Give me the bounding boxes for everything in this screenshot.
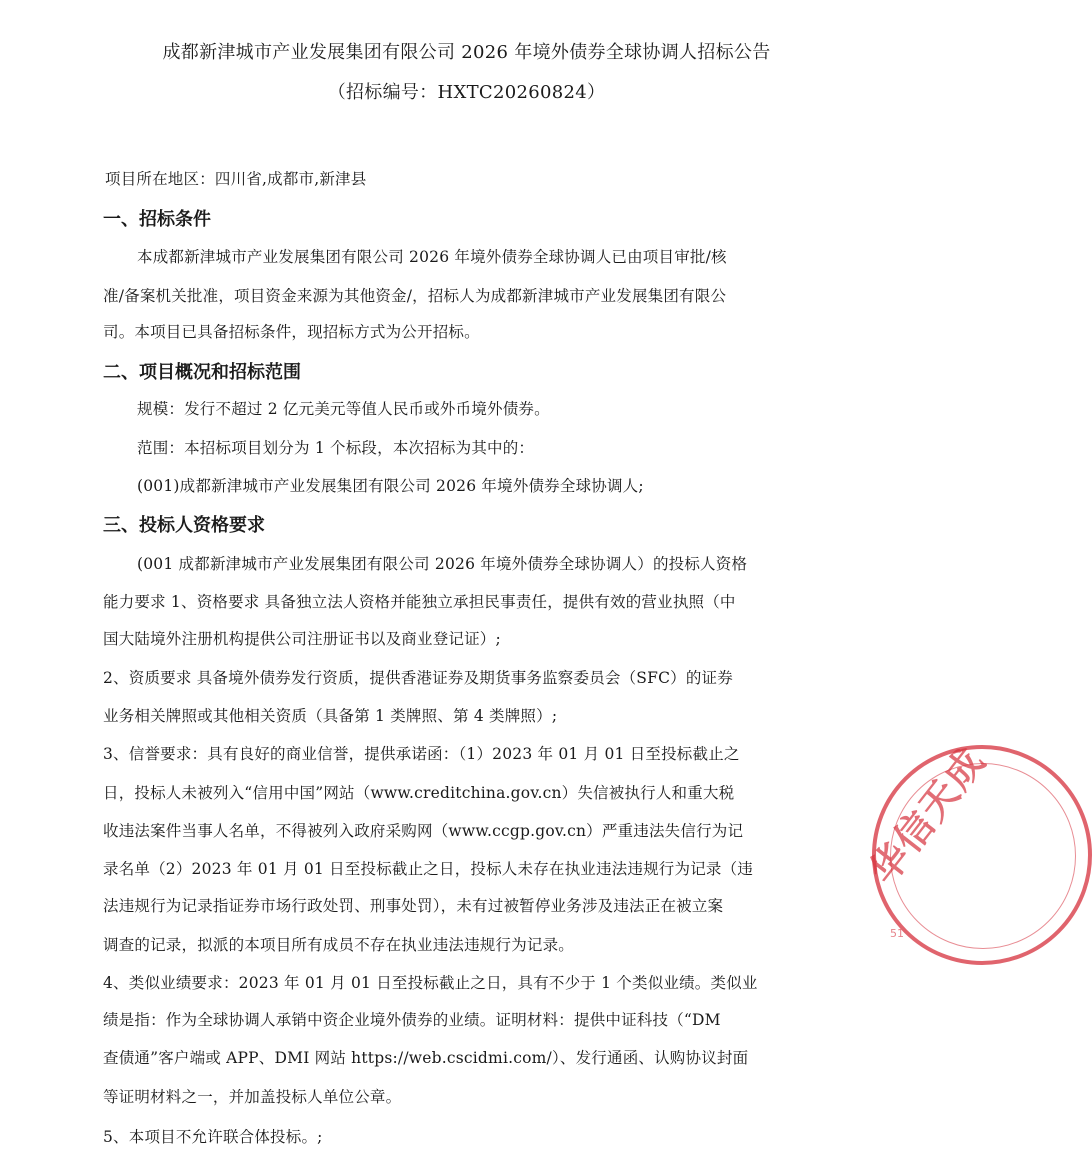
paragraph-line: 绩是指：作为全球协调人承销中资企业境外债券的业绩。证明材料：提供中证科技（“DM (103, 1011, 721, 1029)
paragraph-line: 国大陆境外注册机构提供公司注册证书以及商业登记证）; (103, 630, 501, 648)
paragraph-line: 日，投标人未被列入“信用中国”网站（www.creditchina.gov.cn）失信被执行人和重大税 (103, 784, 735, 802)
paragraph-line: 4、类似业绩要求：2023 年 01 月 01 日至投标截止之日，具有不少于 1 个类似业绩。类似业 (103, 974, 758, 992)
paragraph-line: 等证明材料之一，并加盖投标人单位公章。 (103, 1088, 402, 1106)
section-heading-2: 二、项目概况和招标范围 (103, 362, 301, 383)
paragraph-line: 收违法案件当事人名单，不得被列入政府采购网（www.ccgp.gov.cn）严重违法失信行为记 (103, 822, 744, 840)
paragraph-line: 规模：发行不超过 2 亿元美元等值人民币或外币境外债券。 (137, 400, 550, 418)
paragraph-line: 调查的记录，拟派的本项目所有成员不存在执业违法违规行为记录。 (103, 936, 575, 954)
paragraph-line: (001)成都新津城市产业发展集团有限公司 2026 年境外债券全球协调人; (137, 477, 644, 495)
paragraph-line: 5、本项目不允许联合体投标。; (103, 1128, 323, 1146)
paragraph-line: 法违规行为记录指证券市场行政处罚、刑事处罚），未有过被暂停业务涉及违法正在被立案 (103, 897, 724, 915)
paragraph-line: 2、资质要求 具备境外债券发行资质，提供香港证券及期货事务监察委员会（SFC）的证券 (103, 669, 733, 687)
paragraph-line: 能力要求 1、资格要求 具备独立法人资格并能独立承担民事责任，提供有效的营业执照（中 (103, 593, 736, 611)
document-title: 成都新津城市产业发展集团有限公司 2026 年境外债券全球协调人招标公告 (162, 42, 771, 63)
section-heading-3: 三、投标人资格要求 (103, 515, 265, 536)
paragraph-line: 3、信誉要求：具有良好的商业信誉，提供承诺函：（1）2023 年 01 月 01 日至投标截止之 (103, 745, 740, 763)
paragraph-line: 业务相关牌照或其他相关资质（具备第 1 类牌照、第 4 类牌照）; (103, 707, 558, 725)
paragraph-line: 录名单（2）2023 年 01 月 01 日至投标截止之日，投标人未存在执业违法违规行为记录（违 (103, 860, 753, 878)
paragraph-line: 本成都新津城市产业发展集团有限公司 2026 年境外债券全球协调人已由项目审批/核 (137, 248, 727, 266)
stamp-number: 51 (890, 927, 904, 940)
paragraph-line: (001 成都新津城市产业发展集团有限公司 2026 年境外债券全球协调人）的投标人资格 (137, 555, 748, 573)
section-heading-1: 一、招标条件 (103, 209, 211, 230)
paragraph-line: 准/备案机关批准，项目资金来源为其他资金/，招标人为成都新津城市产业发展集团有限公 (103, 287, 727, 305)
paragraph-line: 司。本项目已具备招标条件，现招标方式为公开招标。 (103, 323, 480, 341)
paragraph-line: 查债通”客户端或 APP、DMI 网站 https://web.cscidmi.com/）、发行通函、认购协议封面 (103, 1049, 749, 1067)
project-location: 项目所在地区：四川省,成都市,新津县 (105, 170, 367, 188)
paragraph-line: 范围：本招标项目划分为 1 个标段，本次招标为其中的： (137, 439, 535, 457)
stamp-text: 华信天成 (860, 738, 995, 892)
company-seal-stamp (860, 738, 1092, 965)
tender-number: （招标编号：HXTC20260824） (327, 82, 606, 103)
